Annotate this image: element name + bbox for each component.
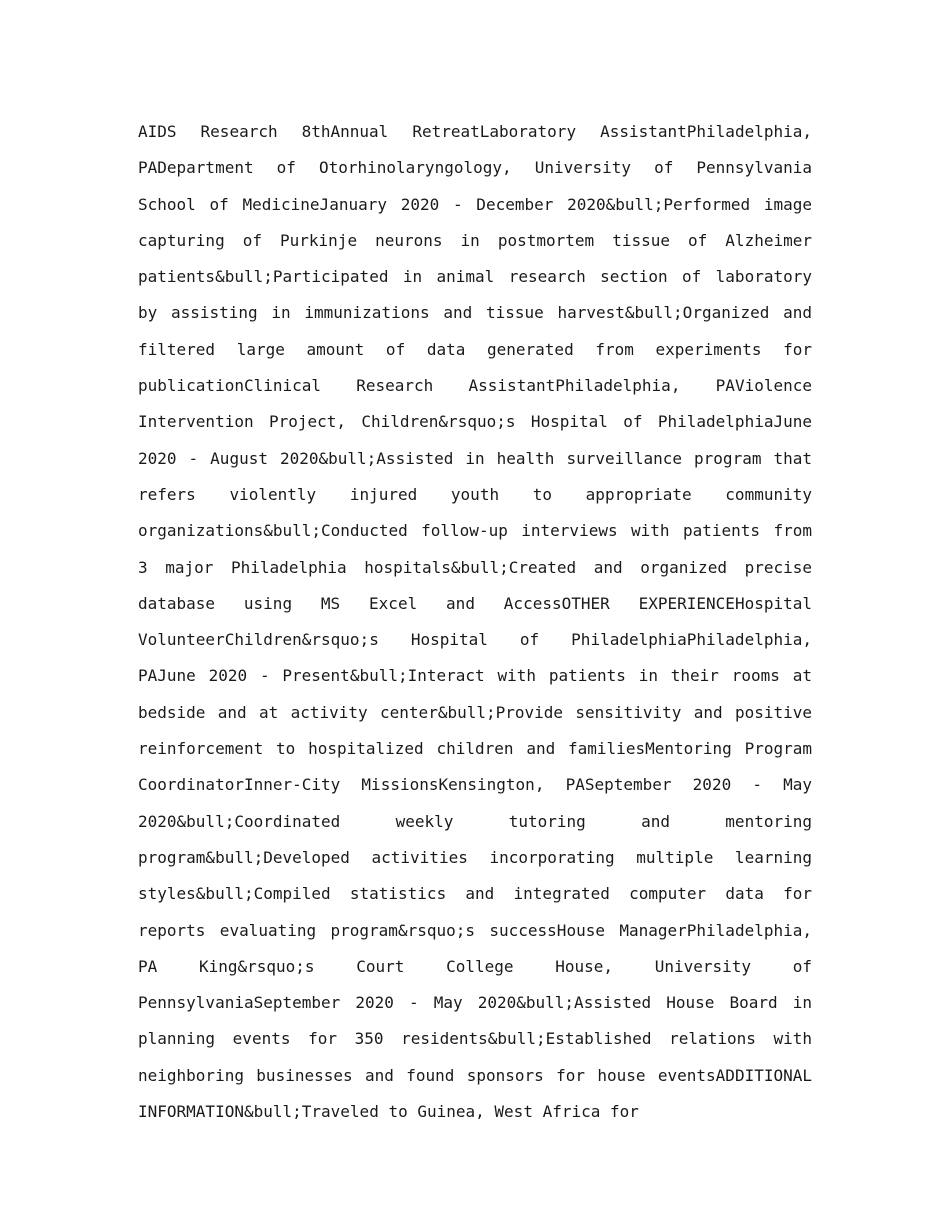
document-body-text: AIDS Research 8thAnnual RetreatLaboratory AssistantPhiladelphia, PADepartment of Otorhinolaryngology, University of Pennsylvania School of MedicineJanuary 2020 - December 2020&bull;Performed image capturing of Purkinje neurons in postmortem tissue of Alzheimer patients&bull;Participated in animal research section of laboratory by assisting in immunizations and tissue harvest&bull;Organized and filtered large amount of data generated from experiments for publicationClinical Research AssistantPhiladelphia, PAViolence Intervention Project, Children&rsquo;s Hospital of PhiladelphiaJune 2020 - August 2020&bull;Assisted in health surveillance program that refers violently injured youth to appropriate community organizations&bull;Conducted follow-up interviews with patients from 3 major Philadelphia hospitals&bull;Created and organized precise database using MS Excel and AccessOTHER EXPERIENCEHospital VolunteerChildren&rsquo;s Hospital of PhiladelphiaPhiladelphia, PAJune 2020 - Present&bull;Interact with patients in their rooms at bedside and at activity center&bull;Provide sensitivity and positive reinforcement to hospitalized children and familiesMentoring Program CoordinatorInner-City MissionsKensington, PASeptember 2020 - May 2020&bull;Coordinated weekly tutoring and mentoring program&bull;Developed activities incorporating multiple learning styles&bull;Compiled statistics and integrated computer data for reports evaluating program&rsquo;s successHouse ManagerPhiladelphia, PA King&rsquo;s Court College House, University of PennsylvaniaSeptember 2020 - May 2020&bull;Assisted House Board in planning events for 350 residents&bull;Established relations with neighboring businesses and found sponsors for house eventsADDITIONAL INFORMATION&bull;Traveled to Guinea, West Africa for bbox=[138, 122, 812, 1122]
